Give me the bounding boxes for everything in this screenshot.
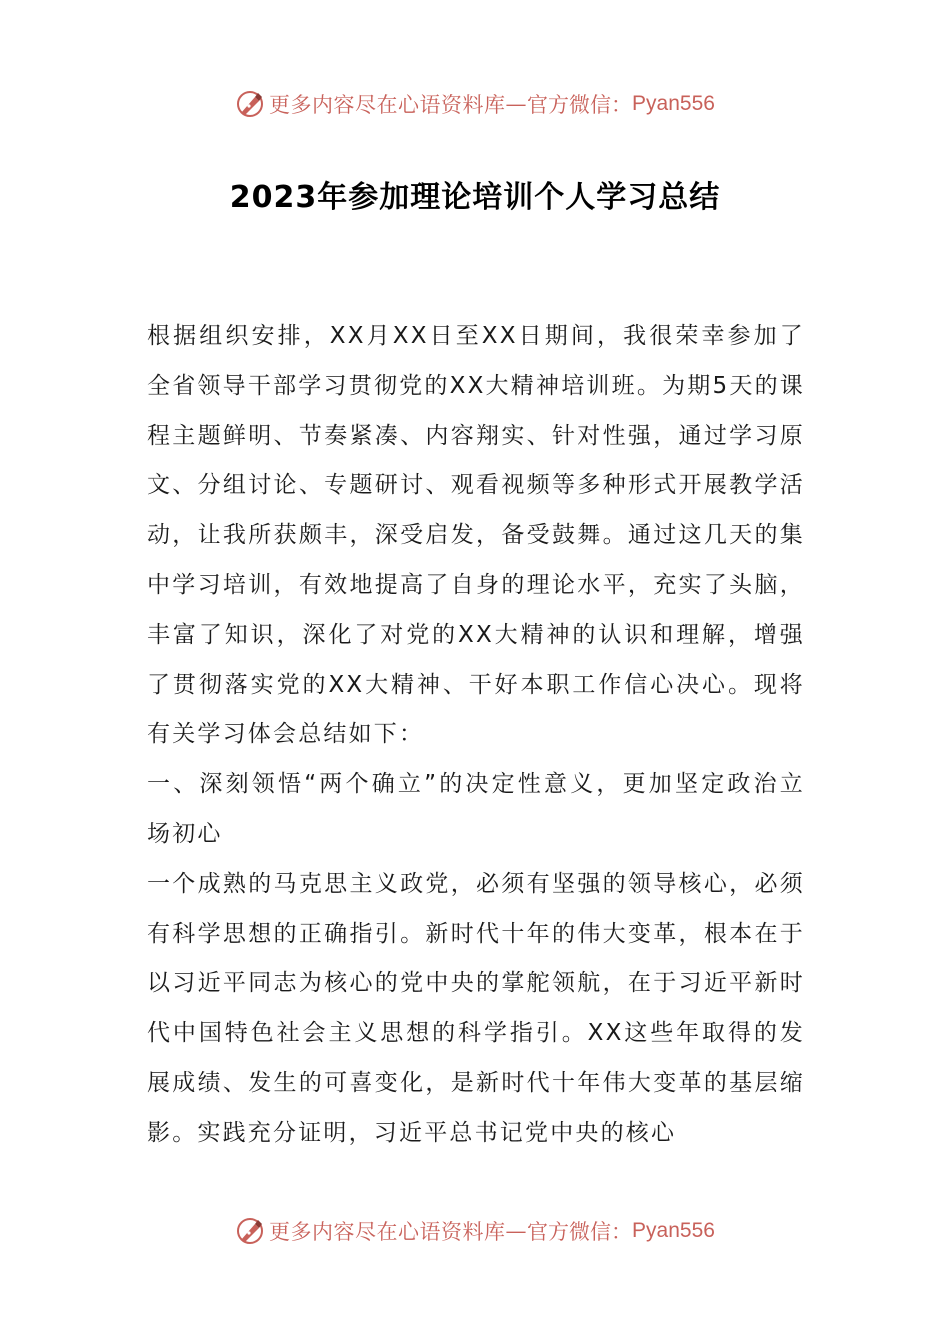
- paragraph-intro: 根据组织安排，XX月XX日至XX日期间，我很荣幸参加了全省领导干部学习贯彻党的XX大精神培训班。为期5天的课程主题鲜明、节奏紧凑、内容翔实、针对性强，通过学习原文、分组讨论、专题研讨、观看视频等多种形式开展教学活动，让我所获颇丰，深受启发，备受鼓舞。通过这几天的集中学习培训，有效地提高了自身的理论水平，充实了头脑，丰富了知识，深化了对党的XX大精神的认识和理解，增强了贯彻落实党的XX大精神、干好本职工作信心决心。现将有关学习体会总结如下：: [147, 323, 805, 748]
- header-wechat-label: 官方微信：: [527, 93, 633, 117]
- document-body: [147, 312, 805, 1159]
- footer-wechat-label: 官方微信：: [527, 1220, 633, 1244]
- pen-nib-logo-icon: [235, 89, 265, 119]
- footer-slogan: 更多内容尽在心语资料库: [269, 1220, 506, 1244]
- document-title: 2023年参加理论培训个人学习总结: [229, 180, 721, 215]
- footer-banner: [0, 1211, 950, 1251]
- section-heading-1: 一、深刻领悟“两个确立”的决定性意义，更加坚定政治立场初心: [147, 771, 805, 847]
- footer-separator: —: [505, 1219, 528, 1243]
- header-slogan: 更多内容尽在心语资料库: [269, 93, 506, 117]
- pen-nib-logo-icon: [235, 1216, 265, 1246]
- header-banner: [0, 84, 950, 124]
- footer-wechat-id: Pyan556: [632, 1219, 715, 1242]
- header-wechat-id: Pyan556: [632, 92, 715, 115]
- paragraph-section-1: 一个成熟的马克思主义政党，必须有坚强的领导核心，必须有科学思想的正确指引。新时代十年的伟大变革，根本在于以习近平同志为核心的党中央的掌舵领航，在于习近平新时代中国特色社会主义思想的科学指引。XX这些年取得的发展成绩、发生的可喜变化，是新时代十年伟大变革的基层缩影。实践充分证明，习近平总书记党中央的核心: [147, 870, 805, 1146]
- header-separator: —: [505, 92, 528, 116]
